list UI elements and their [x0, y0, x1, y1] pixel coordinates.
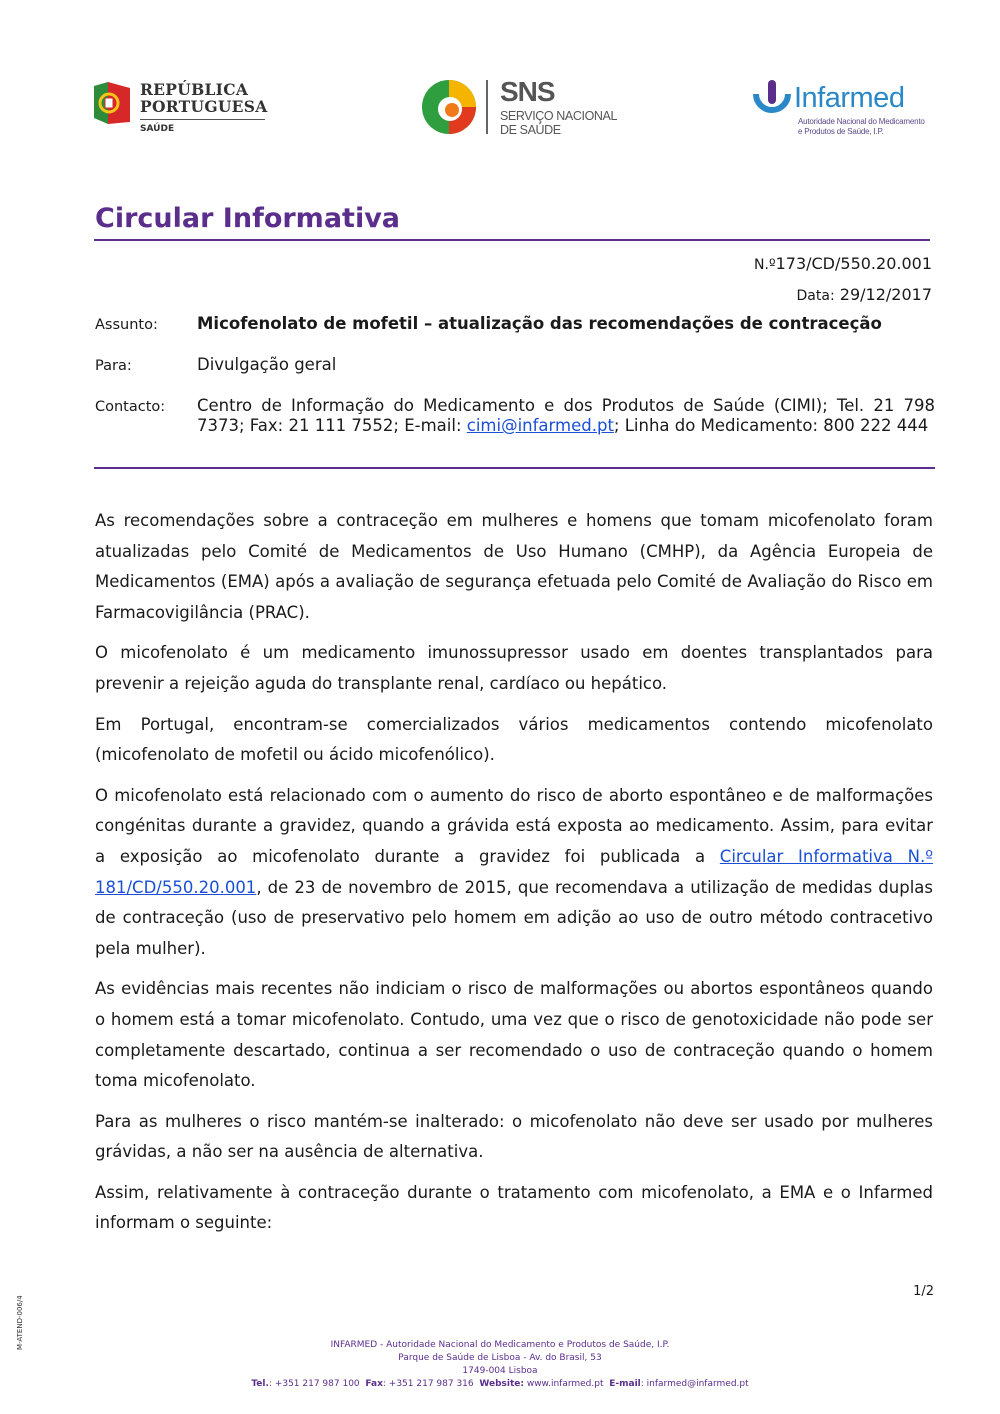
footer-web[interactable]: www.infarmed.pt [523, 1379, 604, 1389]
republica-portuguesa-logo [94, 78, 274, 140]
paragraph-4-before: O micofenolato está relacionado com o aumento do risco de aborto espontâneo e de malformações congénitas durante a gravidez, quando a grávida está exposta ao medicamento. Assim, para evitar a exposição ao micofenolato durante a gravidez foi publicada a [95, 785, 933, 866]
logo-divider [140, 119, 265, 120]
contacto-value [197, 396, 935, 436]
sns-acronym: SNS [500, 76, 555, 107]
contacto-email-link[interactable]: cimi@infarmed.pt [466, 416, 614, 435]
header-divider [94, 467, 935, 469]
paragraph-2: O micofenolato é um medicamento imunossupressor usado em doentes transplantados para prevenir a rejeição aguda do transplante renal, cardíaco ou hepático. [95, 643, 933, 693]
paragraph-1: As recomendações sobre a contraceção em mulheres e homens que tomam micofenolato foram atualizadas pelo Comité de Medicamentos de Uso Humano (CMHP), da Agência Europeia de Medicamentos (EMA) após a avaliação de segurança efetuada pelo Comité de Avaliação do Risco em Farmacovigilância (PRAC). [95, 511, 933, 622]
paragraph-7: Assim, relativamente à contraceção durante o tratamento com micofenolato, a EMA e o Infarmed informam o seguinte: [95, 1182, 933, 1233]
circular-181-link[interactable]: Circular Informativa N.º 181/CD/550.20.001 [95, 846, 933, 897]
page-number: 1/2 [913, 1284, 934, 1299]
sns-name-line1: SERVIÇO NACIONAL [500, 109, 618, 123]
date-label: Data: [796, 288, 835, 304]
reference-value: 173/CD/550.20.001 [775, 254, 932, 273]
paragraph-5: As evidências mais recentes não indiciam o risco de malformações ou abortos espontâneos quando o homem está a tomar micofenolato. Contudo, uma vez que o risco de genotoxicidade não pode ser completamente descartado, continua a ser recomendado o uso de contraceção quando o homem toma micofenolato. [95, 979, 933, 1091]
reference-number [754, 254, 932, 273]
reference-prefix: N.º [754, 257, 776, 273]
footer-line-2: Parque de Saúde de Lisboa - Av. do Brasil, 53 [398, 1353, 602, 1363]
footer-email-label: E-mail [609, 1379, 641, 1389]
footer-web-label: Website: [479, 1379, 524, 1389]
para-label: Para: [95, 358, 132, 374]
infarmed-drop-icon [750, 80, 794, 124]
paragraph-4-after: , de 23 de novembro de 2015, que recomendava a utilização de medidas duplas de contraceção (uso de preservativo pelo homem em adição ao uso de outro método contracetivo pela mulher). [95, 877, 933, 958]
document-date [797, 285, 932, 304]
footer-tel: : +351 217 987 100 [268, 1379, 360, 1389]
assunto-label: Assunto: [95, 317, 158, 333]
infarmed-logo [750, 80, 930, 140]
sns-logo [420, 76, 618, 140]
footer-contacts [0, 1379, 1000, 1389]
footer-line-3: 1749-004 Lisboa [462, 1366, 538, 1376]
sns-swirl-icon [420, 78, 478, 136]
sns-divider [486, 80, 488, 134]
assunto-value: Micofenolato de mofetil – atualização das recomendações de contraceção [197, 314, 882, 333]
contacto-label: Contacto: [95, 399, 166, 415]
logo-text-saude: SAÚDE [140, 124, 175, 134]
date-value: 29/12/2017 [839, 285, 932, 304]
footer-tel-label: Tel. [251, 1379, 269, 1389]
sns-name-line2: DE SAÚDE [500, 123, 561, 137]
document-title: Circular Informativa [95, 203, 401, 234]
title-divider [94, 239, 930, 241]
contacto-text-after: ; Linha do Medicamento: 800 222 444 [613, 416, 929, 435]
portugal-emblem-icon [94, 82, 130, 124]
paragraph-4 [95, 781, 933, 965]
para-value: Divulgação geral [197, 355, 337, 374]
footer-line-1: INFARMED - Autoridade Nacional do Medicamento e Produtos de Saúde, I.P. [330, 1340, 670, 1350]
footer-fax-label: Fax [365, 1379, 383, 1389]
infarmed-wordmark: Infarmed [794, 82, 905, 114]
form-code: M-ATEND-006/4 [16, 1295, 24, 1350]
infarmed-subtitle-line1: Autoridade Nacional do Medicamento [798, 117, 925, 126]
footer-email[interactable]: : infarmed@infarmed.pt [640, 1379, 749, 1389]
footer-fax: : +351 217 987 316 [382, 1379, 474, 1389]
document-body [95, 506, 933, 1249]
logo-text-republica: REPÚBLICA [140, 80, 249, 99]
contacto-text-before: Centro de Informação do Medicamento e dos Produtos de Saúde (CIMI); Tel. 21 798 7373; Fax: 21 111 7552; E-mail: [197, 396, 935, 435]
infarmed-subtitle-line2: e Produtos de Saúde, I.P. [798, 127, 884, 136]
logo-text-portuguesa: PORTUGUESA [140, 97, 268, 116]
paragraph-6: Para as mulheres o risco mantém-se inalterado: o micofenolato não deve ser usado por mulheres grávidas, a não ser na ausência de alternativa. [95, 1111, 933, 1162]
paragraph-3: Em Portugal, encontram-se comercializados vários medicamentos contendo micofenolato (micofenolato de mofetil ou ácido micofenólico). [95, 714, 933, 765]
